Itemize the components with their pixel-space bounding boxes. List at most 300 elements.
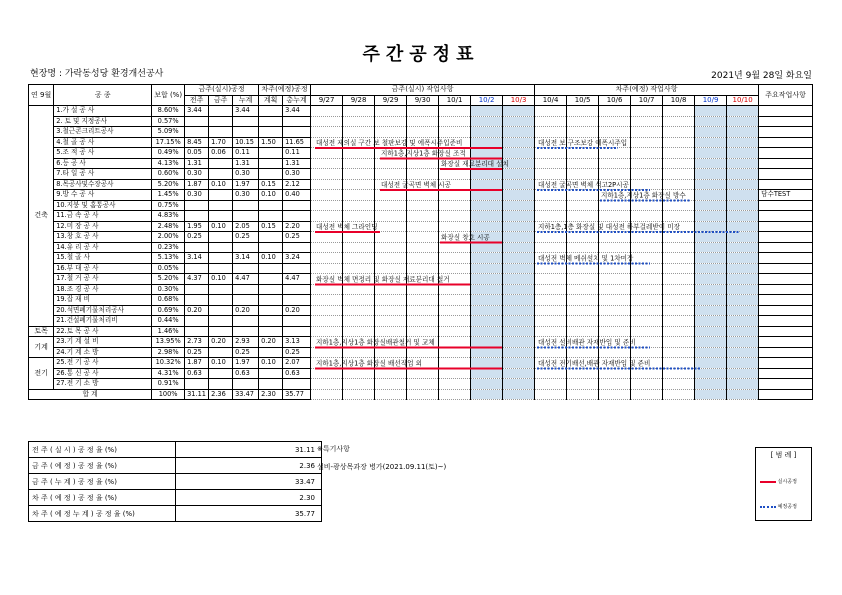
day-cell bbox=[535, 326, 567, 337]
day-cell bbox=[439, 263, 471, 274]
day-cell bbox=[535, 211, 567, 222]
day-cell bbox=[471, 190, 503, 201]
day-cell bbox=[727, 190, 759, 201]
day-cell bbox=[567, 295, 599, 306]
value-cum: 1.31 bbox=[233, 158, 259, 169]
work-name: 1.가 설 공 사 bbox=[54, 106, 152, 117]
day-cell bbox=[599, 137, 631, 148]
activity-this-text: 대성전 벽체 그라인딩 bbox=[316, 223, 378, 231]
ratio: 2.98% bbox=[152, 347, 185, 358]
day-cell bbox=[503, 200, 535, 211]
day-cell bbox=[439, 158, 471, 169]
value-cur bbox=[209, 263, 233, 274]
day-cell bbox=[695, 274, 727, 285]
day-cell bbox=[535, 137, 567, 148]
day-cell bbox=[695, 347, 727, 358]
day-cell bbox=[663, 326, 695, 337]
ratio: 5.13% bbox=[152, 253, 185, 264]
table-row bbox=[29, 295, 813, 306]
day-cell bbox=[567, 179, 599, 190]
value-total bbox=[283, 116, 311, 127]
day-cell bbox=[599, 200, 631, 211]
value-cur: 1.70 bbox=[209, 137, 233, 148]
day-cell bbox=[631, 127, 663, 138]
day-cell bbox=[343, 253, 375, 264]
day-cell bbox=[631, 211, 663, 222]
day-cell bbox=[567, 337, 599, 348]
value-plan bbox=[259, 305, 283, 316]
day-cell bbox=[695, 221, 727, 232]
table-row bbox=[29, 137, 813, 148]
day-cell bbox=[439, 232, 471, 243]
day-cell bbox=[695, 106, 727, 117]
day-cell bbox=[695, 200, 727, 211]
category-label: 건축 bbox=[29, 106, 54, 327]
day-cell bbox=[695, 232, 727, 243]
day-cell bbox=[663, 316, 695, 327]
value-plan bbox=[259, 379, 283, 390]
day-cell bbox=[439, 179, 471, 190]
day-cell bbox=[471, 179, 503, 190]
ratio: 0.68% bbox=[152, 295, 185, 306]
day-cell bbox=[471, 389, 503, 400]
hdr-work: 공 종 bbox=[54, 85, 152, 106]
value-plan: 0.10 bbox=[259, 253, 283, 264]
day-cell bbox=[727, 379, 759, 390]
summary-value: 33.47 bbox=[176, 474, 322, 490]
value-prev bbox=[185, 127, 209, 138]
day-cell bbox=[695, 116, 727, 127]
value-cur: 0.20 bbox=[209, 337, 233, 348]
ratio: 2.00% bbox=[152, 232, 185, 243]
remark-cell bbox=[759, 368, 813, 379]
day-cell bbox=[535, 232, 567, 243]
day-cell bbox=[631, 347, 663, 358]
day-cell bbox=[439, 337, 471, 348]
day-cell bbox=[663, 221, 695, 232]
day-cell bbox=[343, 284, 375, 295]
day-cell bbox=[567, 316, 599, 327]
day-cell bbox=[535, 316, 567, 327]
day-cell bbox=[727, 106, 759, 117]
work-name: 16.부 대 공 사 bbox=[54, 263, 152, 274]
value-cur bbox=[209, 116, 233, 127]
work-name: 17.철 거 공 사 bbox=[54, 274, 152, 285]
ratio: 8.60% bbox=[152, 106, 185, 117]
day-cell bbox=[631, 326, 663, 337]
day-cell bbox=[471, 158, 503, 169]
day-cell bbox=[631, 169, 663, 180]
hdr-date: 9/27 bbox=[311, 95, 343, 106]
day-cell bbox=[375, 337, 407, 348]
value-cum: 0.30 bbox=[233, 190, 259, 201]
day-cell bbox=[535, 127, 567, 138]
day-cell bbox=[567, 326, 599, 337]
day-cell bbox=[503, 284, 535, 295]
value-cur: 0.06 bbox=[209, 148, 233, 159]
day-cell bbox=[567, 148, 599, 159]
value-total: 1.31 bbox=[283, 158, 311, 169]
ratio: 0.49% bbox=[152, 148, 185, 159]
value-prev: 1.95 bbox=[185, 221, 209, 232]
value-cum bbox=[233, 379, 259, 390]
ratio: 1.46% bbox=[152, 326, 185, 337]
value-cum bbox=[233, 316, 259, 327]
value-plan bbox=[259, 158, 283, 169]
day-cell bbox=[727, 295, 759, 306]
day-cell bbox=[439, 106, 471, 117]
day-cell bbox=[663, 295, 695, 306]
activity-this-text: 화장실 재료분리대 설치 bbox=[441, 160, 509, 168]
day-cell bbox=[599, 295, 631, 306]
value-cur bbox=[209, 326, 233, 337]
day-cell bbox=[343, 137, 375, 148]
day-cell bbox=[375, 295, 407, 306]
day-cell bbox=[407, 337, 439, 348]
legend-title: [ 범 례 ] bbox=[770, 451, 797, 459]
day-cell bbox=[727, 137, 759, 148]
day-cell bbox=[407, 106, 439, 117]
day-cell bbox=[695, 158, 727, 169]
report-date: 2021년 9월 28일 화요일 bbox=[711, 71, 812, 81]
table-row bbox=[29, 200, 813, 211]
day-cell bbox=[503, 127, 535, 138]
day-cell bbox=[471, 242, 503, 253]
hdr-date: 10/10 bbox=[727, 95, 759, 106]
day-cell bbox=[311, 337, 343, 348]
value-prev bbox=[185, 379, 209, 390]
summary-label: 차 주 ( 예 정 누 계 ) 공 정 율 (%) bbox=[29, 506, 176, 522]
day-cell bbox=[439, 242, 471, 253]
day-cell bbox=[695, 127, 727, 138]
day-cell bbox=[695, 305, 727, 316]
day-cell bbox=[727, 263, 759, 274]
day-cell bbox=[631, 232, 663, 243]
day-cell bbox=[727, 274, 759, 285]
day-cell bbox=[663, 305, 695, 316]
value-total bbox=[283, 211, 311, 222]
day-cell bbox=[439, 379, 471, 390]
totals-total: 35.77 bbox=[283, 389, 311, 400]
value-cur bbox=[209, 242, 233, 253]
day-cell bbox=[663, 263, 695, 274]
day-cell bbox=[407, 169, 439, 180]
value-prev: 3.14 bbox=[185, 253, 209, 264]
day-cell bbox=[599, 263, 631, 274]
work-name: 23.기 계 설 비 bbox=[54, 337, 152, 348]
day-cell bbox=[535, 158, 567, 169]
value-total bbox=[283, 326, 311, 337]
summary-row bbox=[29, 458, 322, 474]
table-row bbox=[29, 148, 813, 159]
value-plan: 0.20 bbox=[259, 337, 283, 348]
totals-row bbox=[29, 389, 813, 400]
value-total: 0.25 bbox=[283, 347, 311, 358]
table-row bbox=[29, 211, 813, 222]
category-label: 토목 bbox=[29, 326, 54, 337]
value-cum bbox=[233, 263, 259, 274]
table-row bbox=[29, 379, 813, 390]
work-name: 25.전 기 공 사 bbox=[54, 358, 152, 369]
value-cum: 2.93 bbox=[233, 337, 259, 348]
value-cum: 0.11 bbox=[233, 148, 259, 159]
day-cell bbox=[375, 242, 407, 253]
day-cell bbox=[471, 347, 503, 358]
day-cell bbox=[535, 253, 567, 264]
day-cell bbox=[311, 389, 343, 400]
day-cell bbox=[695, 169, 727, 180]
day-cell bbox=[567, 368, 599, 379]
remark-cell bbox=[759, 116, 813, 127]
legend-planned bbox=[760, 503, 797, 510]
work-name: 3.철근콘크리트공사 bbox=[54, 127, 152, 138]
day-cell bbox=[407, 242, 439, 253]
day-cell bbox=[503, 211, 535, 222]
day-cell bbox=[695, 389, 727, 400]
value-plan bbox=[259, 169, 283, 180]
value-cur bbox=[209, 368, 233, 379]
day-cell bbox=[407, 179, 439, 190]
work-name: 15.철 골 사 bbox=[54, 253, 152, 264]
day-cell bbox=[503, 242, 535, 253]
day-cell bbox=[631, 242, 663, 253]
day-cell bbox=[471, 284, 503, 295]
day-cell bbox=[535, 148, 567, 159]
day-cell bbox=[375, 368, 407, 379]
day-cell bbox=[439, 316, 471, 327]
day-cell bbox=[471, 137, 503, 148]
value-prev: 0.20 bbox=[185, 305, 209, 316]
day-cell bbox=[503, 326, 535, 337]
work-name: 10.지붕 및 홈통공사 bbox=[54, 200, 152, 211]
day-cell bbox=[407, 326, 439, 337]
day-cell bbox=[695, 284, 727, 295]
value-prev bbox=[185, 316, 209, 327]
day-cell bbox=[407, 305, 439, 316]
value-plan bbox=[259, 326, 283, 337]
value-cur bbox=[209, 253, 233, 264]
ratio: 5.20% bbox=[152, 179, 185, 190]
summary-label: 차 주 ( 예 정 ) 공 정 율 (%) bbox=[29, 490, 176, 506]
value-plan bbox=[259, 211, 283, 222]
remark-cell: 담수TEST bbox=[759, 190, 813, 201]
summary-label: 금 주 ( 예 정 ) 공 정 율 (%) bbox=[29, 458, 176, 474]
day-cell bbox=[471, 326, 503, 337]
value-prev: 1.31 bbox=[185, 158, 209, 169]
day-cell bbox=[567, 379, 599, 390]
totals-cum: 33.47 bbox=[233, 389, 259, 400]
category-label: 기계 bbox=[29, 337, 54, 358]
day-cell bbox=[663, 379, 695, 390]
remark-cell bbox=[759, 158, 813, 169]
summary-row bbox=[29, 506, 322, 522]
day-cell bbox=[567, 242, 599, 253]
value-plan bbox=[259, 200, 283, 211]
day-cell bbox=[343, 169, 375, 180]
day-cell bbox=[471, 316, 503, 327]
remark-cell bbox=[759, 211, 813, 222]
day-cell bbox=[311, 106, 343, 117]
value-prev bbox=[185, 116, 209, 127]
day-cell bbox=[727, 221, 759, 232]
table-row bbox=[29, 221, 813, 232]
value-cur bbox=[209, 295, 233, 306]
value-total: 3.44 bbox=[283, 106, 311, 117]
day-cell bbox=[471, 358, 503, 369]
day-cell bbox=[599, 179, 631, 190]
day-cell bbox=[471, 127, 503, 138]
value-prev: 8.45 bbox=[185, 137, 209, 148]
day-cell bbox=[311, 284, 343, 295]
day-cell bbox=[343, 274, 375, 285]
day-cell bbox=[343, 221, 375, 232]
day-cell bbox=[343, 347, 375, 358]
day-cell bbox=[535, 190, 567, 201]
day-cell bbox=[663, 368, 695, 379]
value-cum: 1.97 bbox=[233, 358, 259, 369]
day-cell bbox=[727, 316, 759, 327]
totals-ratio: 100% bbox=[152, 389, 185, 400]
day-cell bbox=[375, 389, 407, 400]
day-cell bbox=[535, 347, 567, 358]
day-cell bbox=[311, 295, 343, 306]
day-cell bbox=[503, 148, 535, 159]
day-cell bbox=[567, 200, 599, 211]
hdr-plan: 계획 bbox=[259, 95, 283, 106]
day-cell bbox=[599, 190, 631, 201]
value-cur bbox=[209, 232, 233, 243]
day-cell bbox=[471, 211, 503, 222]
day-cell bbox=[503, 221, 535, 232]
day-cell bbox=[343, 305, 375, 316]
day-cell bbox=[695, 316, 727, 327]
day-cell bbox=[567, 358, 599, 369]
day-cell bbox=[503, 337, 535, 348]
day-cell bbox=[439, 305, 471, 316]
day-cell bbox=[503, 116, 535, 127]
day-cell bbox=[311, 305, 343, 316]
table-row bbox=[29, 284, 813, 295]
day-cell bbox=[439, 295, 471, 306]
value-cum bbox=[233, 116, 259, 127]
day-cell bbox=[727, 179, 759, 190]
work-name: 7.타 일 공 사 bbox=[54, 169, 152, 180]
day-cell bbox=[599, 211, 631, 222]
day-cell bbox=[503, 106, 535, 117]
work-name: 9.방 수 공 사 bbox=[54, 190, 152, 201]
value-prev: 0.05 bbox=[185, 148, 209, 159]
value-total bbox=[283, 200, 311, 211]
summary-value: 2.36 bbox=[176, 458, 322, 474]
day-cell bbox=[599, 169, 631, 180]
day-cell bbox=[567, 127, 599, 138]
day-cell bbox=[343, 116, 375, 127]
day-cell bbox=[311, 274, 343, 285]
legend-actual-line bbox=[760, 481, 776, 483]
summary-row bbox=[29, 490, 322, 506]
day-cell bbox=[727, 211, 759, 222]
remark-cell bbox=[759, 179, 813, 190]
day-cell bbox=[439, 190, 471, 201]
day-cell bbox=[439, 116, 471, 127]
value-total: 0.11 bbox=[283, 148, 311, 159]
ratio: 17.15% bbox=[152, 137, 185, 148]
work-name: 21.건설폐기물처리비 bbox=[54, 316, 152, 327]
day-cell bbox=[311, 127, 343, 138]
day-cell bbox=[503, 347, 535, 358]
day-cell bbox=[535, 263, 567, 274]
ratio: 4.83% bbox=[152, 211, 185, 222]
activity-this-text: 지하1층,지상1층 화장실 조적 bbox=[381, 149, 466, 158]
day-cell bbox=[535, 242, 567, 253]
day-cell bbox=[471, 263, 503, 274]
day-cell bbox=[727, 127, 759, 138]
day-cell bbox=[471, 116, 503, 127]
day-cell bbox=[695, 295, 727, 306]
day-cell bbox=[599, 221, 631, 232]
value-cum: 3.14 bbox=[233, 253, 259, 264]
day-cell bbox=[311, 253, 343, 264]
value-total: 0.63 bbox=[283, 368, 311, 379]
day-cell bbox=[567, 263, 599, 274]
day-cell bbox=[407, 316, 439, 327]
day-cell bbox=[695, 368, 727, 379]
value-cum bbox=[233, 295, 259, 306]
hdr-work-next: 차주(예정) 작업사항 bbox=[535, 85, 759, 96]
remark-cell bbox=[759, 337, 813, 348]
work-name: 24.기 계 소 방 bbox=[54, 347, 152, 358]
day-cell bbox=[503, 232, 535, 243]
day-cell bbox=[503, 358, 535, 369]
activity-next-text: 지하1층,1층 화장실 및 대성전 하부걸레받이 미장 bbox=[538, 223, 680, 231]
day-cell bbox=[535, 368, 567, 379]
notes-title: ※특기사항 bbox=[317, 445, 350, 453]
day-cell bbox=[631, 305, 663, 316]
day-cell bbox=[439, 211, 471, 222]
value-total: 2.07 bbox=[283, 358, 311, 369]
day-cell bbox=[503, 368, 535, 379]
activity-this-text: 화장실 창호 시공 bbox=[441, 233, 490, 242]
value-total: 11.65 bbox=[283, 137, 311, 148]
day-cell bbox=[407, 158, 439, 169]
value-prev: 0.30 bbox=[185, 190, 209, 201]
day-cell bbox=[375, 316, 407, 327]
remark-cell bbox=[759, 137, 813, 148]
day-cell bbox=[535, 379, 567, 390]
day-cell bbox=[311, 148, 343, 159]
day-cell bbox=[471, 368, 503, 379]
value-cum bbox=[233, 200, 259, 211]
activity-next-text: 지하1층,지상1층 화장실 방수 bbox=[601, 191, 686, 200]
work-name: 5.조 적 공 사 bbox=[54, 148, 152, 159]
day-cell bbox=[567, 190, 599, 201]
notes-text: 설비-광상목과장 병가(2021.09.11(토)~) bbox=[317, 463, 447, 471]
day-cell bbox=[439, 221, 471, 232]
day-cell bbox=[631, 179, 663, 190]
table-row bbox=[29, 127, 813, 138]
day-cell bbox=[471, 169, 503, 180]
day-cell bbox=[343, 295, 375, 306]
hdr-cum: 누계 bbox=[233, 95, 259, 106]
value-prev bbox=[185, 242, 209, 253]
day-cell bbox=[471, 106, 503, 117]
day-cell bbox=[535, 106, 567, 117]
day-cell bbox=[503, 169, 535, 180]
table-row bbox=[29, 169, 813, 180]
day-cell bbox=[631, 148, 663, 159]
day-cell bbox=[663, 347, 695, 358]
day-cell bbox=[375, 232, 407, 243]
